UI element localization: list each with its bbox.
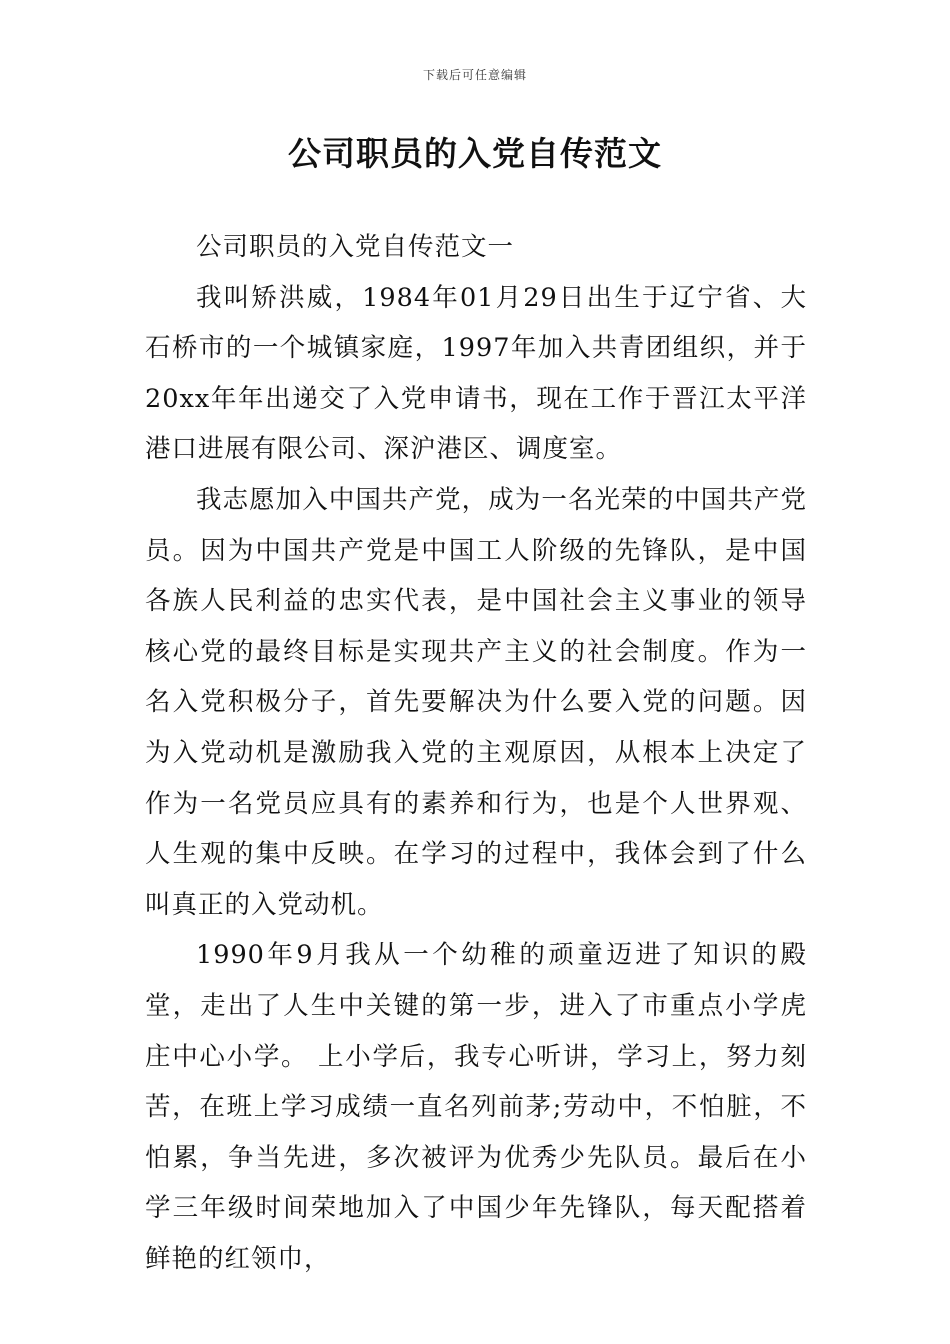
paragraph: 1990年9月我从一个幼稚的顽童迈进了知识的殿堂，走出了人生中关键的第一步，进入了市重点小学虎庄中心小学。 上小学后，我专心听讲，学习上，努力刻苦，在班上学习成绩一直名列前茅;劳动中，不怕脏，不怕累，争当先进，多次被评为优秀少先队员。最后在小学三年级时间荣地加入了中国少年先锋队，每天配搭着鲜艳的红领巾， [145, 940, 807, 1274]
paragraph: 我叫矫洪威，1984年01月29日出生于辽宁省、大石桥市的一个城镇家庭，1997年加入共青团组织，并于20xx年年出递交了入党申请书，现在工作于晋江太平洋港口进展有限公司、深沪港区、调度室。 [145, 282, 807, 465]
document-body [145, 222, 807, 1284]
paragraph: 我志愿加入中国共产党，成为一名光荣的中国共产党员。因为中国共产党是中国工人阶级的先锋队，是中国各族人民利益的忠实代表，是中国社会主义事业的领导核心党的最终目标是实现共产主义的社会制度。作为一名入党积极分子，首先要解决为什么要入党的问题。因为入党动机是激励我入党的主观原因，从根本上决定了作为一名党员应具有的素养和行为，也是个人世界观、人生观的集中反映。在学习的过程中，我体会到了什么叫真正的入党动机。 [145, 484, 807, 920]
section-heading: 公司职员的入党自传范文一 [196, 232, 515, 262]
header-note: 下载后可任意编辑 [422, 68, 527, 82]
document-title: 公司职员的入党自传范文 [288, 134, 662, 173]
